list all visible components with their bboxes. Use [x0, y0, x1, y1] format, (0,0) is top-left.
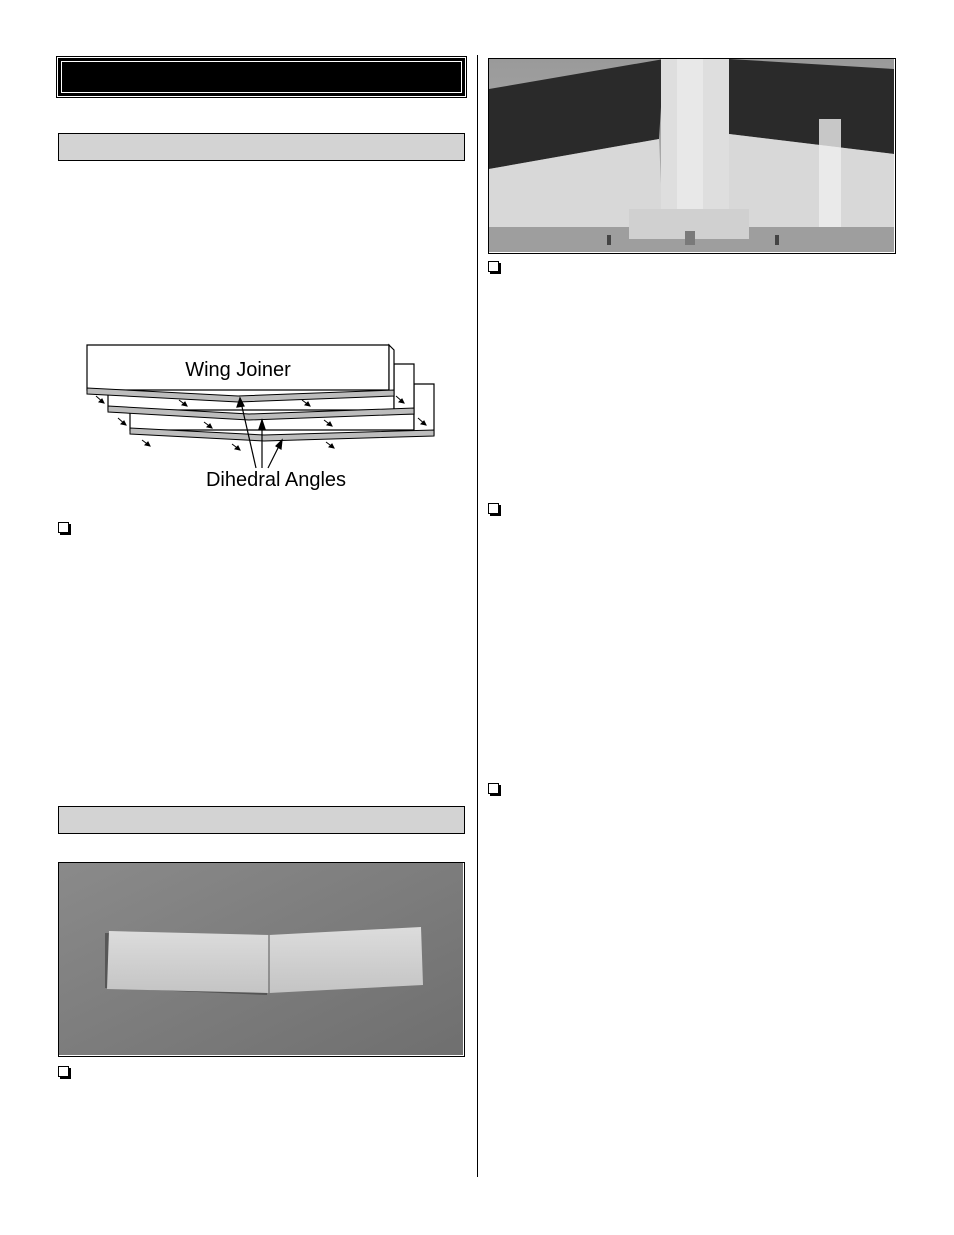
step-checkbox[interactable] — [488, 783, 499, 794]
subsection-header-bar — [58, 806, 465, 834]
wing-joiner-label: Wing Joiner — [185, 359, 291, 381]
step-checkbox[interactable] — [58, 522, 69, 533]
wing-joiner-diagram — [84, 340, 444, 500]
step-checkbox[interactable] — [488, 261, 499, 272]
dihedral-angles-label: Dihedral Angles — [205, 469, 347, 491]
step-checkbox[interactable] — [58, 1066, 69, 1077]
wing-joiner-photo — [58, 862, 465, 1057]
section-title-bar — [58, 58, 465, 96]
joined-wing-photo — [488, 58, 896, 254]
subsection-header-bar — [58, 133, 465, 161]
column-divider — [477, 55, 478, 1177]
step-checkbox[interactable] — [488, 503, 499, 514]
